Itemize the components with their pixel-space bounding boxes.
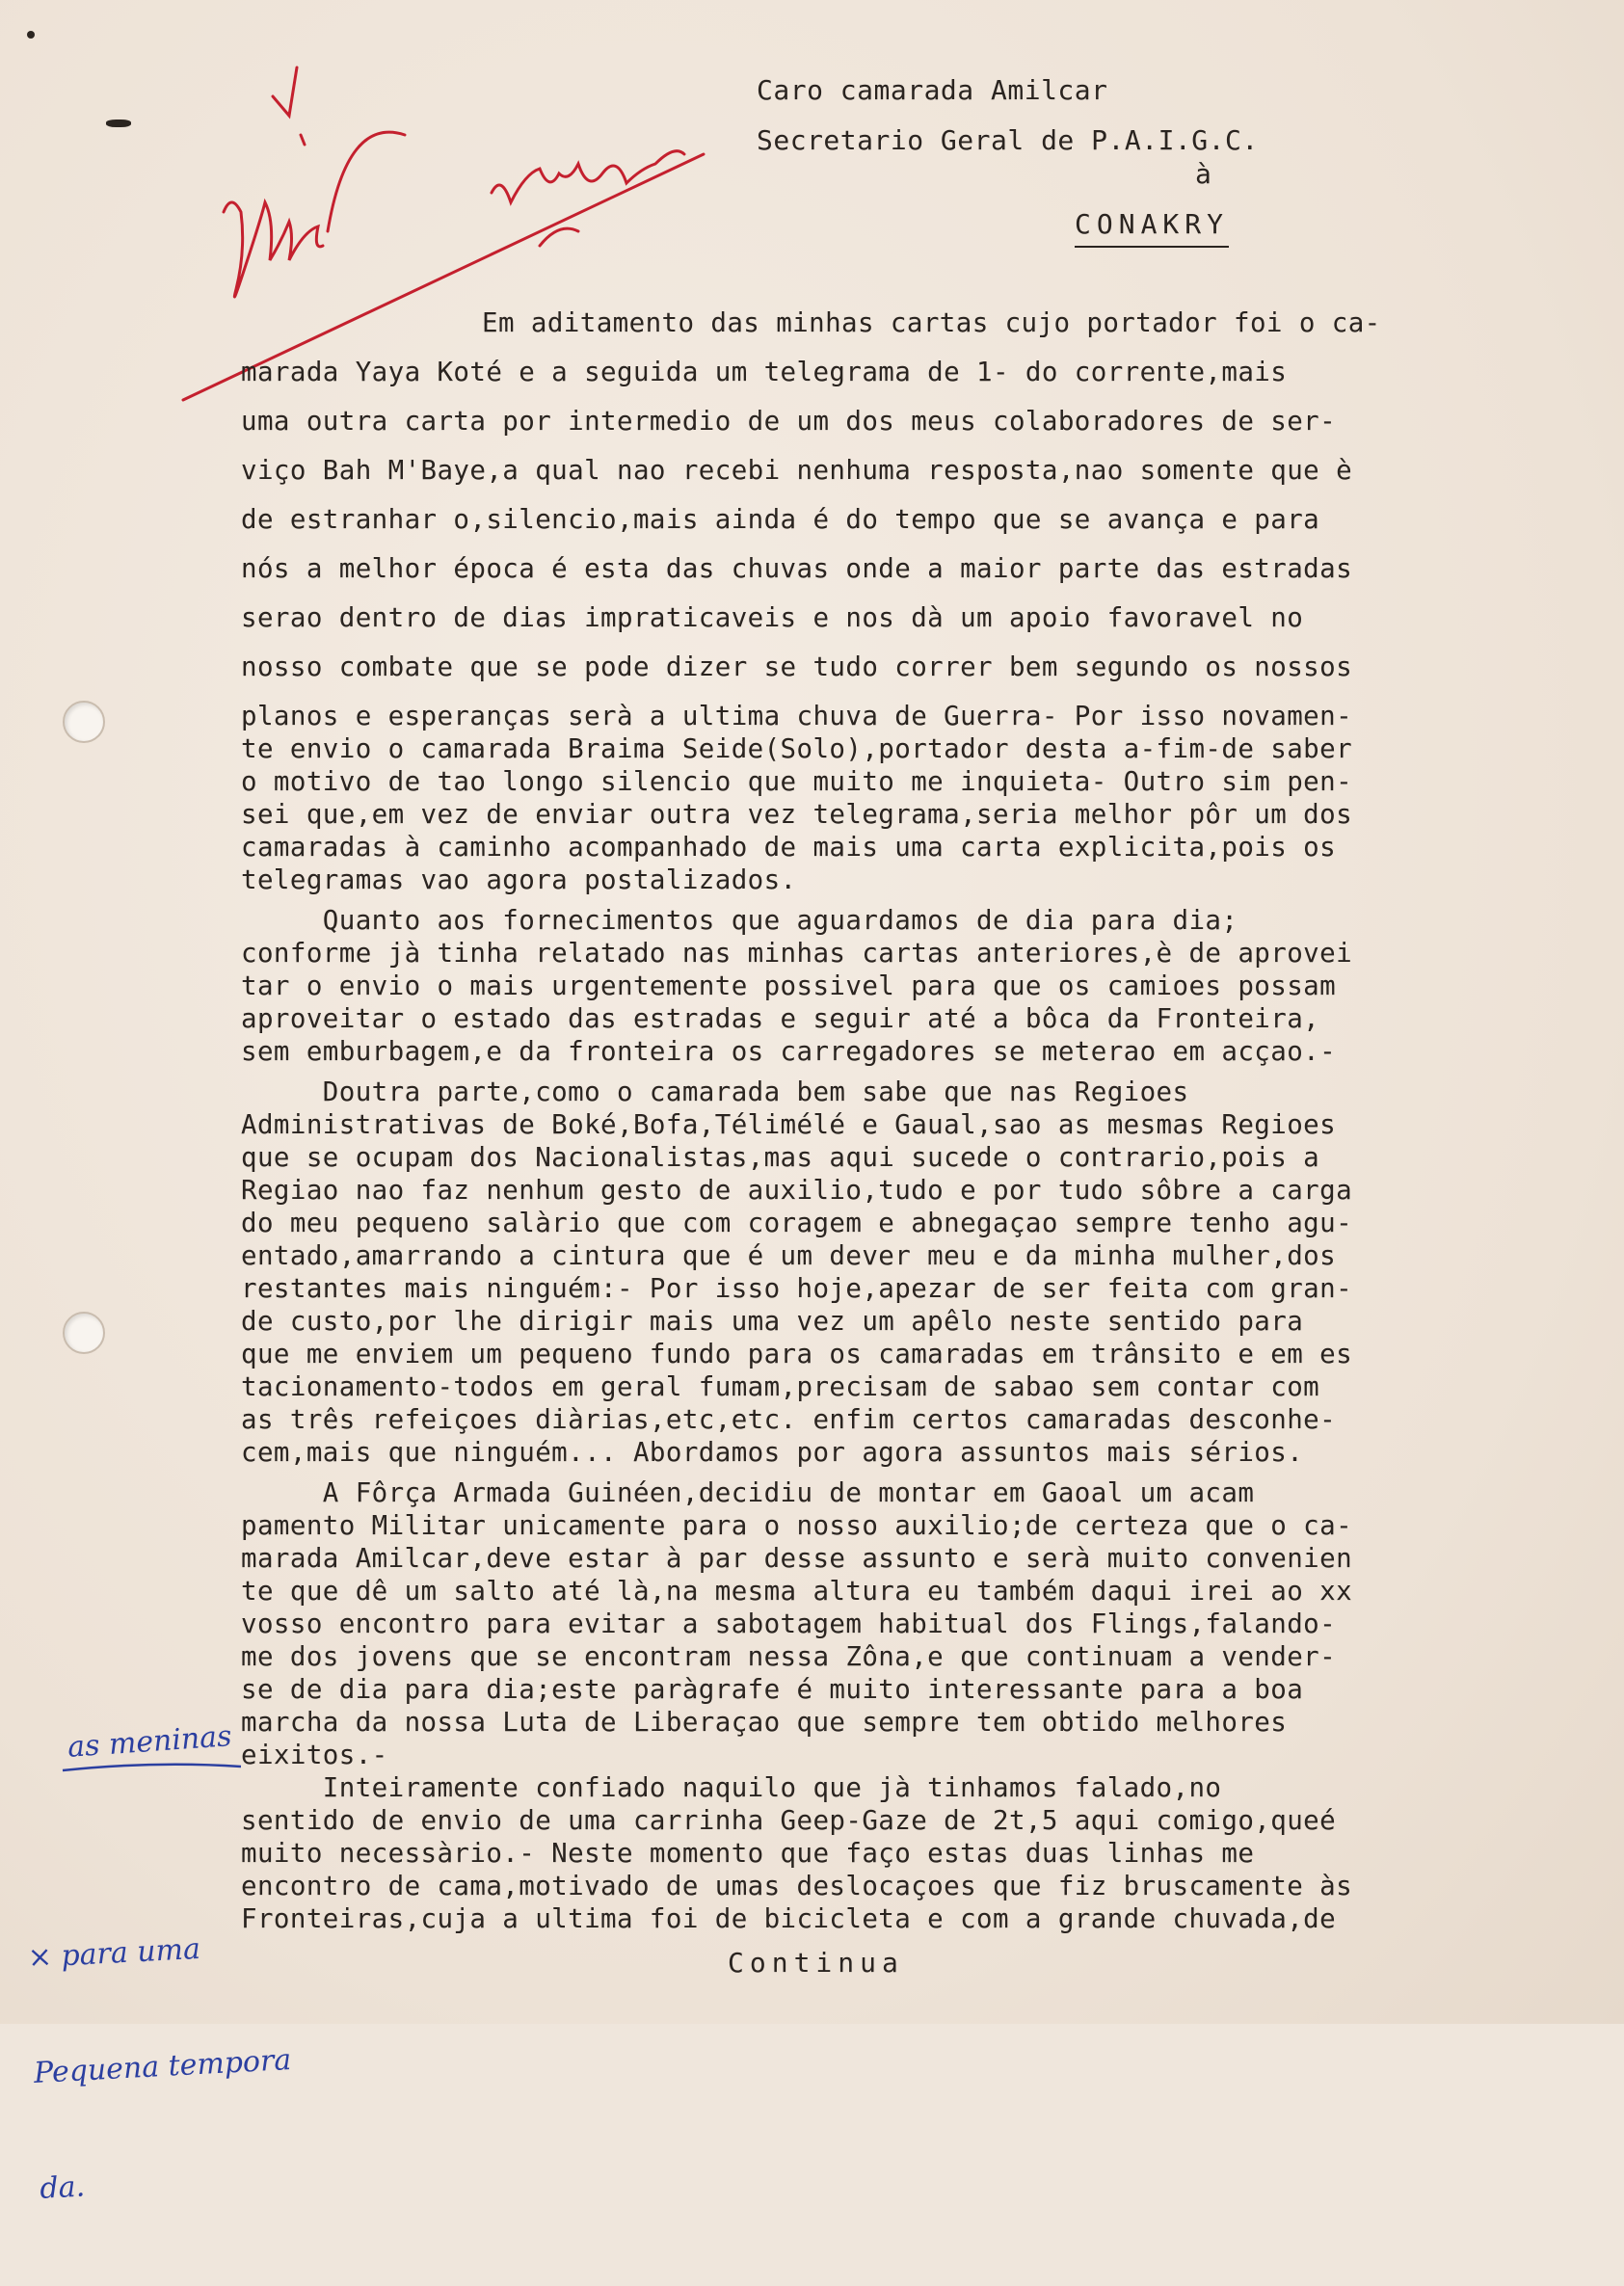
text-line: se de dia para dia;este paràgrafe é muito interessante para a boa bbox=[241, 1674, 1304, 1705]
text-line: Doutra parte,como o camarada bem sabe que nas Regioes bbox=[241, 1077, 1189, 1107]
text-line: sei que,em vez de enviar outra vez telegrama,seria melhor pôr um dos bbox=[241, 799, 1353, 830]
text-line: A Fôrça Armada Guinéen,decidiu de montar em Gaoal um acam bbox=[241, 1477, 1255, 1508]
text-line: viço Bah M'Baye,a qual nao recebi nenhuma resposta,nao somente que è bbox=[241, 455, 1353, 486]
text-line: sem emburbagem,e da fronteira os carregadores se meterao em acçao.- bbox=[241, 1036, 1337, 1067]
paragraph-4 bbox=[241, 1476, 1590, 1771]
text-line: restantes mais ninguém:- Por isso hoje,apezar de ser feita com gran- bbox=[241, 1273, 1353, 1304]
address-preposition: à bbox=[1195, 158, 1212, 190]
recipient-name: Caro camarada Amilcar bbox=[757, 74, 1108, 106]
address-block bbox=[757, 75, 1259, 248]
recipient-title: Secretario Geral de P.A.I.G.C. bbox=[757, 124, 1259, 156]
text-line: Inteiramente confiado naquilo que jà tinhamos falado,no bbox=[241, 1772, 1222, 1803]
text-line: aproveitar o estado das estradas e seguir até a bôca da Fronteira, bbox=[241, 1003, 1320, 1034]
text-line: encontro de cama,motivado de umas deslocaçoes que fiz bruscamente às bbox=[241, 1871, 1353, 1901]
text-line: Regiao nao faz nenhum gesto de auxilio,tudo e por tudo sôbre a carga bbox=[241, 1175, 1353, 1206]
text-line: tacionamento-todos em geral fumam,precisam de sabao sem contar com bbox=[241, 1371, 1320, 1402]
text-line: Quanto aos fornecimentos que aguardamos de dia para dia; bbox=[241, 905, 1238, 936]
text-line: cem,mais que ninguém... Abordamos por agora assuntos mais sérios. bbox=[241, 1437, 1304, 1468]
text-line: que se ocupam dos Nacionalistas,mas aqui sucede o contrario,pois a bbox=[241, 1142, 1320, 1173]
text-line: pamento Militar unicamente para o nosso auxilio;de certeza que o ca- bbox=[241, 1510, 1353, 1541]
text-line: de estranhar o,silencio,mais ainda é do tempo que se avança e para bbox=[241, 504, 1320, 535]
letter-body bbox=[241, 306, 1590, 1935]
paragraph-2 bbox=[241, 904, 1590, 1068]
text-line: te envio o camarada Braima Seide(Solo),portador desta a-fim-de saber bbox=[241, 733, 1353, 764]
text-line: planos e esperanças serà a ultima chuva de Guerra- Por isso novamen- bbox=[241, 701, 1353, 731]
text-line: me dos jovens que se encontram nessa Zôna,e que continuam a vender- bbox=[241, 1641, 1337, 1672]
text-line: entado,amarrando a cintura que é um dever meu e da minha mulher,dos bbox=[241, 1240, 1337, 1271]
text-line: nós a melhor época é esta das chuvas onde a maior parte das estradas bbox=[241, 553, 1353, 584]
text-line: do meu pequeno salàrio que com coragem e abnegaçao sempre tenho agu- bbox=[241, 1208, 1353, 1238]
text-line: te que dê um salto até là,na mesma altura eu também daqui irei ao xx bbox=[241, 1576, 1353, 1607]
text-line: muito necessàrio.- Neste momento que faço estas duas linhas me bbox=[241, 1838, 1255, 1869]
margin-note-blue: as meninas bbox=[66, 1719, 233, 1765]
text-line: marcha da nossa Luta de Liberaçao que sempre tem obtido melhores bbox=[241, 1707, 1288, 1738]
text-line: Administrativas de Boké,Bofa,Télimélé e Gaual,sao as mesmas Regioes bbox=[241, 1109, 1337, 1140]
text-line: o motivo de tao longo silencio que muito me inquieta- Outro sim pen- bbox=[241, 766, 1353, 797]
margin-note-line: Pequena tempora bbox=[33, 2043, 293, 2090]
paragraph-1b bbox=[241, 700, 1590, 896]
text-line: de custo,por lhe dirigir mais uma vez um apêlo neste sentido para bbox=[241, 1306, 1304, 1337]
text-line: uma outra carta por intermedio de um dos meus colaboradores de ser- bbox=[241, 406, 1337, 437]
text-line: nosso combate que se pode dizer se tudo correr bem segundo os nossos bbox=[241, 651, 1353, 682]
text-line: camaradas à caminho acompanhado de mais uma carta explicita,pois os bbox=[241, 832, 1337, 863]
text-line: marada Amilcar,deve estar à par desse assunto e serà muito convenien bbox=[241, 1543, 1353, 1574]
text-line: marada Yaya Koté e a seguida um telegrama de 1- do corrente,mais bbox=[241, 357, 1288, 387]
punch-hole bbox=[63, 1312, 105, 1354]
text-line: eixitos.- bbox=[241, 1740, 388, 1770]
paragraph-1 bbox=[241, 306, 1590, 683]
underline-stroke bbox=[58, 1759, 251, 1778]
text-line: Fronteiras,cuja a ultima foi de bicicleta e com a grande chuvada,de bbox=[241, 1903, 1337, 1934]
text-line: tar o envio o mais urgentemente possivel para que os camioes possam bbox=[241, 970, 1337, 1001]
margin-note-line: × para uma bbox=[26, 1931, 201, 1976]
paragraph-5 bbox=[241, 1771, 1590, 1935]
text-line: telegramas vao agora postalizados. bbox=[241, 864, 797, 895]
margin-note-blue bbox=[23, 1848, 303, 2285]
margin-note-line: da. bbox=[39, 2169, 86, 2206]
text-line: Em aditamento das minhas cartas cujo portador foi o ca- bbox=[482, 307, 1381, 338]
text-line: conforme jà tinha relatado nas minhas cartas anteriores,è de aprovei bbox=[241, 938, 1353, 969]
text-line: serao dentro de dias impraticaveis e nos dà um apoio favoravel no bbox=[241, 602, 1304, 633]
text-line: que me enviem um pequeno fundo para os camaradas em trânsito e em es bbox=[241, 1339, 1353, 1369]
punch-hole bbox=[63, 701, 105, 743]
text-line: vosso encontro para evitar a sabotagem habitual dos Flings,falando- bbox=[241, 1608, 1337, 1639]
recipient-city: CONAKRY bbox=[1075, 209, 1229, 248]
text-line: sentido de envio de uma carrinha Geep-Gaze de 2t,5 aqui comigo,queé bbox=[241, 1805, 1337, 1836]
paragraph-3 bbox=[241, 1076, 1590, 1469]
text-line: as três refeiçoes diàrias,etc,etc. enfim certos camaradas desconhe- bbox=[241, 1404, 1337, 1435]
continued-marker: Continua bbox=[728, 1947, 904, 1979]
